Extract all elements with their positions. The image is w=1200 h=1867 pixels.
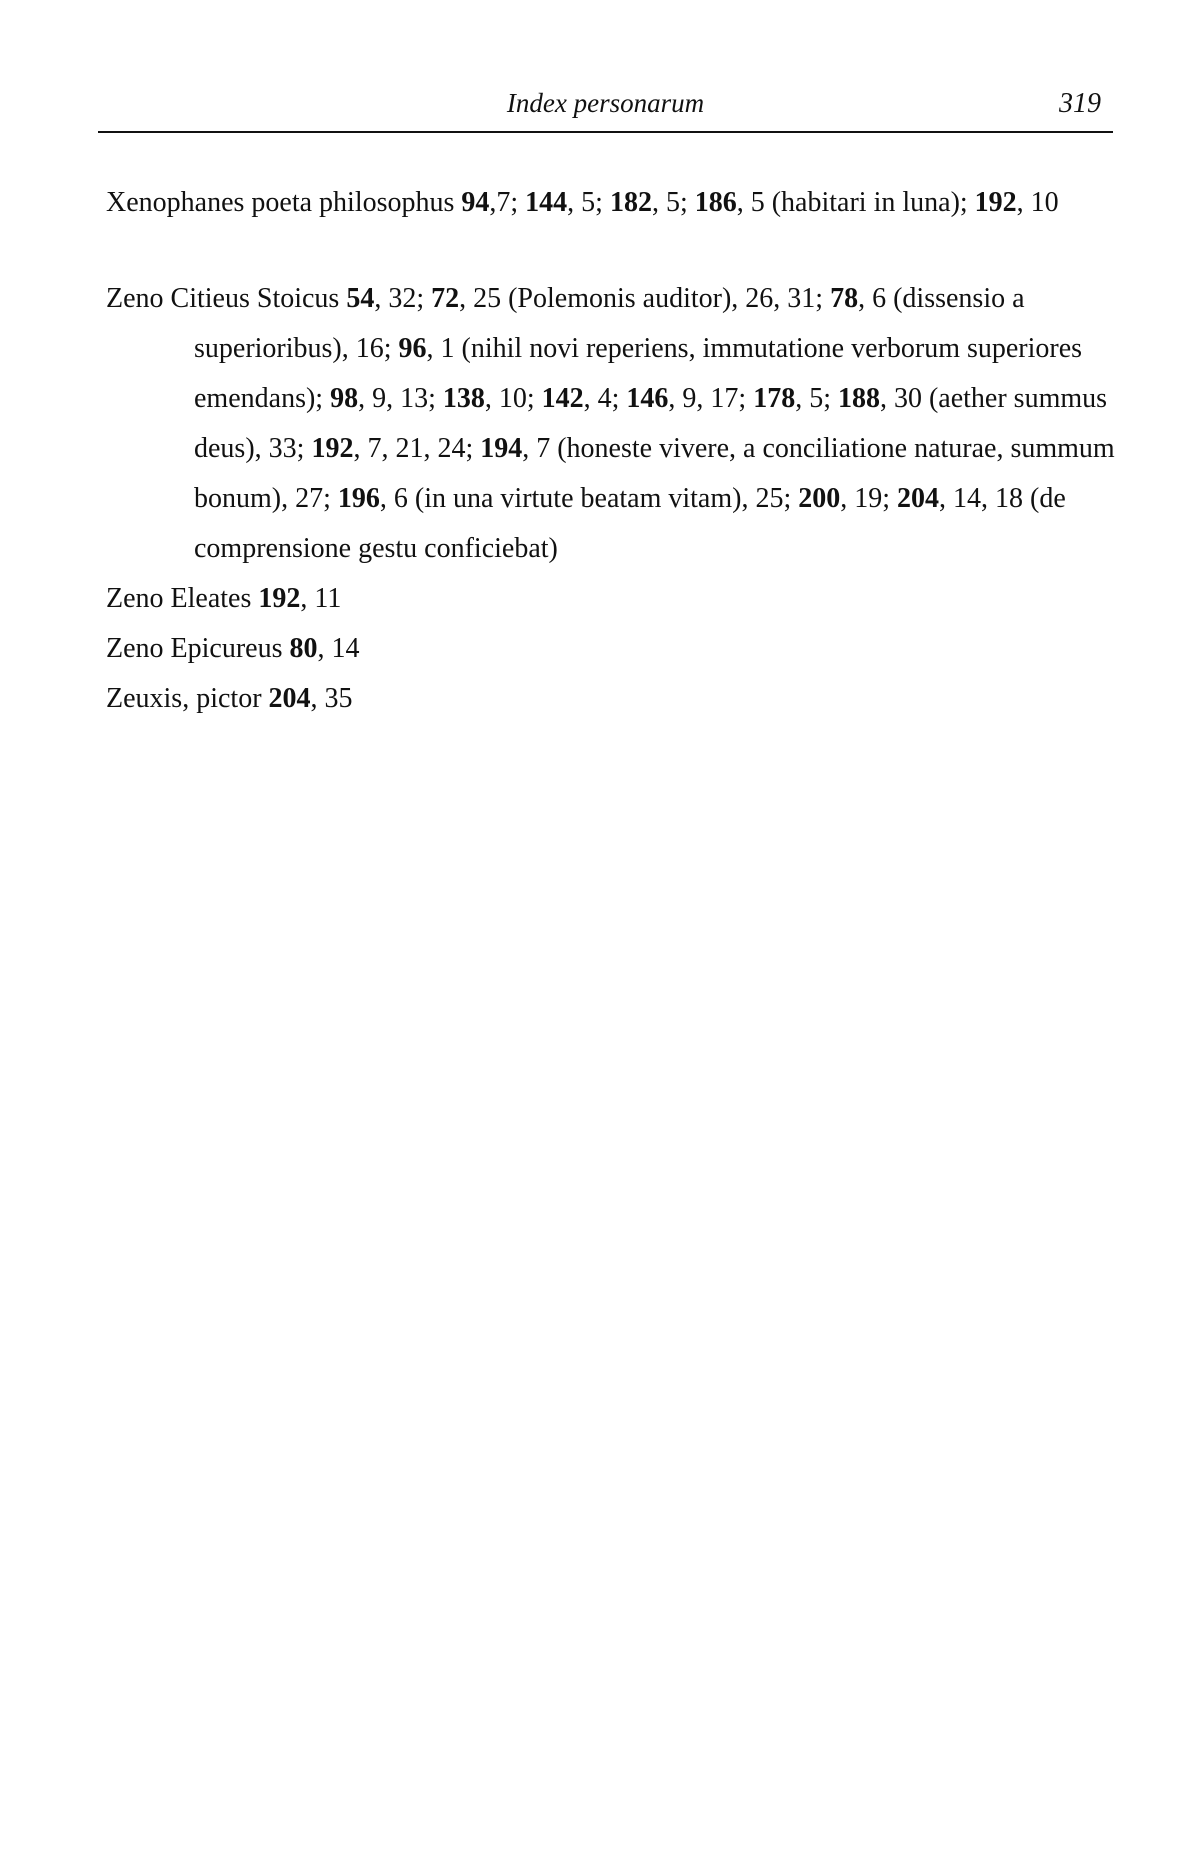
page-reference: 146 (626, 383, 669, 414)
page-reference: 142 (541, 383, 584, 414)
page-reference: 194 (480, 433, 523, 464)
entry-text: , 35 (310, 683, 353, 714)
entry-text: , 9, 13; (358, 383, 443, 414)
index-entry-zeuxis (106, 674, 1126, 724)
page-reference: 188 (837, 383, 880, 414)
index-entry-zeno-eleates (106, 574, 1126, 624)
page-reference: 72 (431, 283, 460, 314)
page-reference: 54 (346, 283, 375, 314)
page-reference: 196 (337, 483, 380, 514)
page-reference: 192 (311, 433, 354, 464)
entry-text: , 19; (840, 483, 898, 514)
page-reference: 80 (289, 633, 318, 664)
index-entry-xenophanes (106, 178, 1126, 228)
header-rule (98, 131, 1113, 133)
page-reference: 144 (525, 187, 568, 218)
page-reference: 78 (830, 283, 859, 314)
entry-text: Zeuxis, pictor (106, 683, 269, 714)
page-reference: 204 (897, 483, 940, 514)
entry-text: ,7; (489, 187, 526, 218)
entry-text: , 6 (in una virtute beatam vitam), 25; (379, 483, 799, 514)
entry-text: , 6 (dissensio a superioribus), 16; (194, 283, 1025, 364)
page-number: 319 (1059, 88, 1101, 119)
page-reference: 138 (442, 383, 485, 414)
entry-text: Xenophanes poeta philosophus (106, 187, 462, 218)
entry-text: Zeno Citieus Stoicus (106, 283, 347, 314)
index-entry-zeno-citieus (106, 274, 1126, 574)
entry-text: , 14, 18 (de comprensione gestu conficiebat) (194, 483, 1066, 564)
entry-text: Zeno Epicureus (106, 633, 290, 664)
page-reference: 192 (974, 187, 1017, 218)
page-reference: 200 (798, 483, 841, 514)
index-entry-zeno-epicureus (106, 624, 1126, 674)
entry-text: , 14 (317, 633, 360, 664)
entry-text: , 32; (374, 283, 432, 314)
entry-text: , 7 (honeste vivere, a conciliatione naturae, summum bonum), 27; (194, 433, 1115, 514)
page-reference: 192 (258, 583, 301, 614)
page-reference: 178 (753, 383, 796, 414)
page-reference: 98 (330, 383, 359, 414)
entry-text: , 5; (567, 187, 610, 218)
entry-text: , 9, 17; (668, 383, 754, 414)
page-reference: 96 (398, 333, 427, 364)
running-title: Index personarum (506, 88, 705, 118)
entry-text: , 10 (1016, 187, 1059, 218)
page-reference: 204 (268, 683, 311, 714)
page-reference: 186 (694, 187, 737, 218)
entry-text: , 1 (nihil novi reperiens, immutatione verborum superiores emendans); (194, 333, 1083, 414)
entry-text: , 7, 21, 24; (353, 433, 481, 464)
entry-text: , 5 (habitari in luna); (736, 187, 975, 218)
entry-text: , 30 (aether summus deus), 33; (194, 383, 1108, 464)
index-list (106, 178, 1126, 724)
running-head (98, 88, 1113, 128)
page-reference: 182 (609, 187, 652, 218)
entry-text: , 5; (651, 187, 695, 218)
entry-text: , 11 (300, 583, 342, 614)
entry-text: , 4; (583, 383, 627, 414)
entry-text: , 5; (795, 383, 838, 414)
entry-text: , 25 (Polemonis auditor), 26, 31; (459, 283, 831, 314)
entry-text: Zeno Eleates (106, 583, 259, 614)
entry-text: , 10; (484, 383, 542, 414)
page-reference: 94 (461, 187, 490, 218)
